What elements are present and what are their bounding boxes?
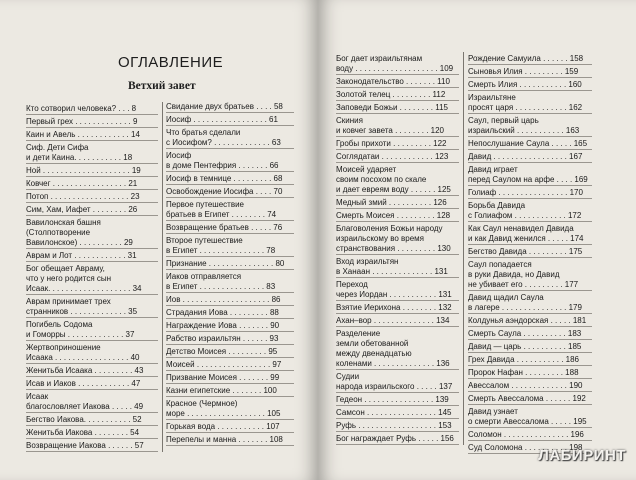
toc-entry-line: земли обетованной [336,339,409,348]
toc-entry [336,101,459,114]
toc-entry [468,78,592,91]
toc-entry [166,371,294,384]
toc-entry [26,426,158,439]
toc-entry-line: Заповеди Божьи . . . . . . . . 115 [336,103,448,112]
toc-entry-line: Сиф. Дети Сифа [26,143,89,152]
toc-entry-line: Иов . . . . . . . . . . . . . . . . . . . . 86 [166,295,281,304]
toc-entry-line: и дети Каина. . . . . . . . . . . 18 [26,153,133,162]
toc-entry [166,234,294,257]
toc-entry-line: Вавилонская башня [26,218,101,227]
toc-entry [336,114,459,137]
toc-entry [468,245,592,258]
toc-entry-line: Сим, Хам, Иафет . . . . . . . . 26 [26,205,138,214]
toc-entry [26,249,158,262]
toc-entry-line: между двенадцатью [336,349,412,358]
toc-entry [468,291,592,314]
toc-entry-line: Бегство Иакова. . . . . . . . . . . 52 [26,415,142,424]
toc-entry-line: израильскому во время [336,234,425,243]
toc-entry-line: Давид щадил Саула [468,293,544,302]
toc-entry-line: Кто сотворил человека? . . . 8 [26,104,137,113]
toc-entry-line: Жертвоприношение [26,343,101,352]
toc-entry-line: Бегство Давида . . . . . . . . . 175 [468,247,583,256]
toc-entry [468,52,592,65]
toc-entry-line: Ковчег . . . . . . . . . . . . . . . . . 21 [26,179,138,188]
toc-entry [166,293,294,306]
toc-entry-line: Давид — царь . . . . . . . . . . 185 [468,342,582,351]
toc-entry-line: Вавилонское) . . . . . . . . . . 29 [26,238,133,247]
toc-entry [26,318,158,341]
toc-entry-line: Возвращение Иакова . . . . . . 57 [26,441,144,450]
toc-entry-line: Красное (Чермное) [166,399,238,408]
toc-entry [166,198,294,221]
toc-entry-line: Соглядатаи . . . . . . . . . . . . 123 [336,152,449,161]
toc-entry-line: и как Давид женился . . . . . 174 [468,234,584,243]
toc-entry [26,341,158,364]
toc-entry-line: Колдунья аэндорская . . . . . 181 [468,316,587,325]
toc-entry [26,295,158,318]
toc-entry-line: Исав и Иаков . . . . . . . . . . . . 47 [26,379,141,388]
toc-entry-line: Казни египетские . . . . . . . 100 [166,386,277,395]
toc-entry-line: Давид узнает [468,407,518,416]
toc-entry [336,75,459,88]
toc-entry-line: просят царя . . . . . . . . . . . . 162 [468,103,583,112]
toc-entry [336,137,459,150]
toc-entry [166,345,294,358]
toc-entry-line: Горькая вода . . . . . . . . . . . 107 [166,422,280,431]
toc-entry-line: Награждение Иова . . . . . . . 90 [166,321,280,330]
toc-entry-line: Второе путешествие [166,236,243,245]
toc-entry [166,319,294,332]
toc-entry [26,115,158,128]
toc-entry [468,405,592,428]
toc-entry-line: Взятие Иерихона . . . . . . . . 132 [336,303,452,312]
toc-entry-line: Иосиф в темнице . . . . . . . . . 68 [166,174,283,183]
toc-entry [468,91,592,114]
toc-entry [26,377,158,390]
toc-entry [336,163,459,196]
toc-entry [468,163,592,186]
toc-entry-line: Саул, первый царь [468,116,539,125]
toc-entry-line: Иосиф [166,151,192,160]
toc-entry-line: Бог награждает Руфь . . . . . 156 [336,434,454,443]
toc-entry [166,397,294,420]
toc-entry [26,390,158,413]
toc-entry-line: Пророк Нафан . . . . . . . . . 188 [468,368,579,377]
toc-entry [26,190,158,203]
toc-column-3 [336,52,464,445]
toc-entry-line: в руки Давида, но Давид [468,270,560,279]
page-title: ОГЛАВЛЕНИЕ [118,54,224,71]
toc-entry [26,413,158,426]
toc-entry [336,419,459,432]
toc-entry [336,209,459,222]
toc-entry-line: Перепелы и манна . . . . . . . 108 [166,435,283,444]
toc-entry [468,327,592,340]
toc-entry [468,314,592,327]
toc-entry-line: Руфь . . . . . . . . . . . . . . . . . . 153 [336,421,452,430]
toc-entry-line: странствования . . . . . . . . . 130 [336,244,451,253]
toc-entry-line: Смерть Саула . . . . . . . . . . 183 [468,329,582,338]
toc-entry-line: в Египет . . . . . . . . . . . . . . . 78 [166,246,276,255]
toc-entry-line: Благоволения Божьи народу [336,224,443,233]
toc-entry [336,314,459,327]
toc-entry [468,379,592,392]
toc-entry-line: Иосиф . . . . . . . . . . . . . . . . . 61 [166,115,278,124]
toc-entry [26,439,158,452]
toc-entry [468,199,592,222]
toc-entry-line: коленами . . . . . . . . . . . . . . 136 [336,359,450,368]
toc-entry [468,392,592,405]
toc-entry-line: Гедеон . . . . . . . . . . . . . . . . 139 [336,395,449,404]
watermark-logo: ЛАБИРИНТ [538,447,626,464]
toc-entry [26,164,158,177]
toc-entry-line: Авессалом . . . . . . . . . . . . . 190 [468,381,583,390]
toc-entry-line: Потоп . . . . . . . . . . . . . . . . . . 23 [26,192,140,201]
toc-entry-line: Грех Давида . . . . . . . . . . . 186 [468,355,579,364]
toc-entry-line: море . . . . . . . . . . . . . . . . . . 105 [166,409,281,418]
toc-entry-line: Судии [336,372,360,381]
toc-entry [468,186,592,199]
toc-entry [166,306,294,319]
toc-entry [26,364,158,377]
toc-entry-line: о смерти Авессалома . . . . . 195 [468,417,587,426]
toc-entry [336,88,459,101]
toc-entry-line: Что братья сделали [166,128,241,137]
toc-entry-line: Возвращение братьев . . . . . 76 [166,223,283,232]
toc-entry [336,52,459,75]
toc-entry [336,222,459,255]
toc-entry-line: Как Саул ненавидел Давида [468,224,574,233]
toc-entry-line: Израильтяне [468,93,516,102]
toc-entry-line: воду . . . . . . . . . . . . . . . . . . . 109 [336,64,454,73]
right-page [318,0,636,480]
toc-entry-line: Иаков отправляется [166,272,242,281]
toc-entry-line: Свидание двух братьев . . . . 58 [166,102,283,111]
toc-entry-line: Первое путешествие [166,200,244,209]
toc-entry [26,128,158,141]
toc-entry-line: Детство Моисея . . . . . . . . . 95 [166,347,278,356]
toc-entry [336,301,459,314]
toc-entry [468,222,592,245]
toc-entry [336,327,459,370]
toc-entry [166,149,294,172]
toc-entry-line: Законодательство . . . . . . . 110 [336,77,450,86]
toc-entry [166,270,294,293]
toc-column-2 [166,100,298,446]
toc-entry-line: Непослушание Саула . . . . . 165 [468,139,588,148]
toc-entry-line: Исаак [26,392,49,401]
toc-entry [468,114,592,137]
toc-entry-line: Смерть Илия . . . . . . . . . . . 160 [468,80,582,89]
toc-entry-line: Давид . . . . . . . . . . . . . . . . . 167 [468,152,583,161]
toc-entry-line: Освобождение Иосифа . . . . 70 [166,187,283,196]
toc-column-1 [26,102,163,452]
toc-entry-line: Исаака . . . . . . . . . . . . . . . . . 40 [26,353,140,362]
toc-entry [26,262,158,295]
toc-entry-line: Скиния [336,116,363,125]
toc-entry-line: не убивает его . . . . . . . . . 177 [468,280,579,289]
toc-entry-line: своим посохом по скале [336,175,427,184]
toc-entry [166,185,294,198]
toc-entry-line: Погибель Содома [26,320,93,329]
toc-entry-line: израильский . . . . . . . . . . . 163 [468,126,580,135]
toc-entry [166,126,294,149]
toc-entry-line: Аврам принимает трех [26,297,111,306]
toc-entry-line: Гробы прихоти . . . . . . . . . 122 [336,139,447,148]
toc-entry [468,137,592,150]
toc-entry-line: перед Саулом на арфе . . . . 169 [468,175,588,184]
toc-entry-line: Женитьба Исаака . . . . . . . . . 43 [26,366,144,375]
toc-entry-line: в Египет . . . . . . . . . . . . . . . 83 [166,282,276,291]
toc-entry [166,332,294,345]
toc-entry-line: Аврам и Лот . . . . . . . . . . . . 31 [26,251,137,260]
toc-entry [468,150,592,163]
toc-entry-line: Голиаф . . . . . . . . . . . . . . . . 170 [468,188,583,197]
toc-entry-line: Признание . . . . . . . . . . . . . . . 80 [166,259,285,268]
toc-entry-line: Моисей . . . . . . . . . . . . . . . . . 97 [166,360,282,369]
toc-entry [336,432,459,445]
toc-entry [166,384,294,397]
toc-entry [26,216,158,249]
toc-entry [26,141,158,164]
toc-entry [336,150,459,163]
toc-entry-line: в Ханаан . . . . . . . . . . . . . . 131 [336,267,448,276]
toc-entry [336,196,459,209]
toc-entry-line: в доме Пентефрия . . . . . . . 66 [166,161,279,170]
toc-entry-line: что у него родится сын [26,274,112,283]
toc-entry [336,278,459,301]
toc-entry-line: с Иосифом? . . . . . . . . . . . . . 63 [166,138,281,147]
toc-entry-line: Рабство израильтян . . . . . . 93 [166,334,279,343]
toc-entry-line: и дает евреям воду . . . . . . 125 [336,185,451,194]
toc-entry [468,353,592,366]
toc-entry [336,370,459,393]
toc-entry [26,203,158,216]
toc-entry-line: Бог дает израильтянам [336,54,423,63]
toc-column-4 [468,52,596,454]
toc-entry-line: благословляет Иакова . . . . . 49 [26,402,144,411]
toc-entry-line: в лагере . . . . . . . . . . . . . . . 179 [468,303,582,312]
toc-entry-line: Первый грех . . . . . . . . . . . . . 9 [26,117,138,126]
toc-entry [468,366,592,379]
toc-entry-line: Ной . . . . . . . . . . . . . . . . . . . . 19 [26,166,141,175]
toc-entry [166,113,294,126]
toc-entry-line: через Иордан . . . . . . . . . . . 131 [336,290,452,299]
toc-entry-line: Моисей ударяет [336,165,397,174]
toc-entry-line: братьев в Египет . . . . . . . . 74 [166,210,277,219]
toc-entry-line: Суд Соломона . . . . . . . . . . 198 [468,443,583,452]
toc-entry-line: Смерть Моисея . . . . . . . . . 128 [336,211,451,220]
toc-entry [166,433,294,446]
toc-entry-line: Разделение [336,329,381,338]
toc-entry [468,65,592,78]
toc-entry [336,393,459,406]
toc-entry [336,255,459,278]
toc-entry-line: Призвание Моисея . . . . . . . 99 [166,373,280,382]
toc-entry-line: Самсон . . . . . . . . . . . . . . . . 145 [336,408,452,417]
toc-entry-line: Давид играет [468,165,518,174]
toc-entry-line: Исаак. . . . . . . . . . . . . . . . . . . 34 [26,284,142,293]
toc-entry-line: Переход [336,280,368,289]
toc-entry-line: Сыновья Илия . . . . . . . . . 159 [468,67,579,76]
toc-entry-line: и Гоморры . . . . . . . . . . . . . 37 [26,330,135,339]
toc-entry [166,358,294,371]
toc-entry [468,340,592,353]
toc-entry-line: народа израильского . . . . . 137 [336,382,453,391]
toc-entry-line: с Голиафом . . . . . . . . . . . . 172 [468,211,582,220]
toc-entry [336,406,459,419]
toc-entry-line: Страдания Иова . . . . . . . . . 88 [166,308,279,317]
toc-entry-line: Смерть Авессалома . . . . . . 192 [468,394,586,403]
toc-entry [26,177,158,190]
section-title: Ветхий завет [128,80,196,92]
toc-entry-line: Золотой телец . . . . . . . . . 112 [336,90,446,99]
toc-entry [166,257,294,270]
toc-entry-line: Ахан–вор . . . . . . . . . . . . . . 134 [336,316,450,325]
toc-entry-line: Рождение Самуила . . . . . . 158 [468,54,584,63]
toc-entry-line: Соломон . . . . . . . . . . . . . . . 196 [468,430,584,439]
toc-entry [468,258,592,291]
toc-entry [468,428,592,441]
toc-entry-line: (Столпотворение [26,228,91,237]
toc-entry-line: странников . . . . . . . . . . . . . 35 [26,307,138,316]
toc-entry-line: Медный змий . . . . . . . . . . 126 [336,198,447,207]
toc-entry [166,172,294,185]
toc-entry-line: и ковчег завета . . . . . . . . 120 [336,126,444,135]
toc-entry [166,221,294,234]
toc-entry-line: Вход израильтян [336,257,399,266]
toc-entry [166,420,294,433]
toc-entry-line: Женитьба Иакова . . . . . . . . 54 [26,428,140,437]
toc-entry [166,100,294,113]
toc-entry-line: Борьба Давида [468,201,526,210]
toc-entry-line: Саул попадается [468,260,532,269]
toc-entry [26,102,158,115]
toc-entry-line: Бог обещает Авраму, [26,264,105,273]
toc-entry-line: Каин и Авель . . . . . . . . . . . . 14 [26,130,140,139]
